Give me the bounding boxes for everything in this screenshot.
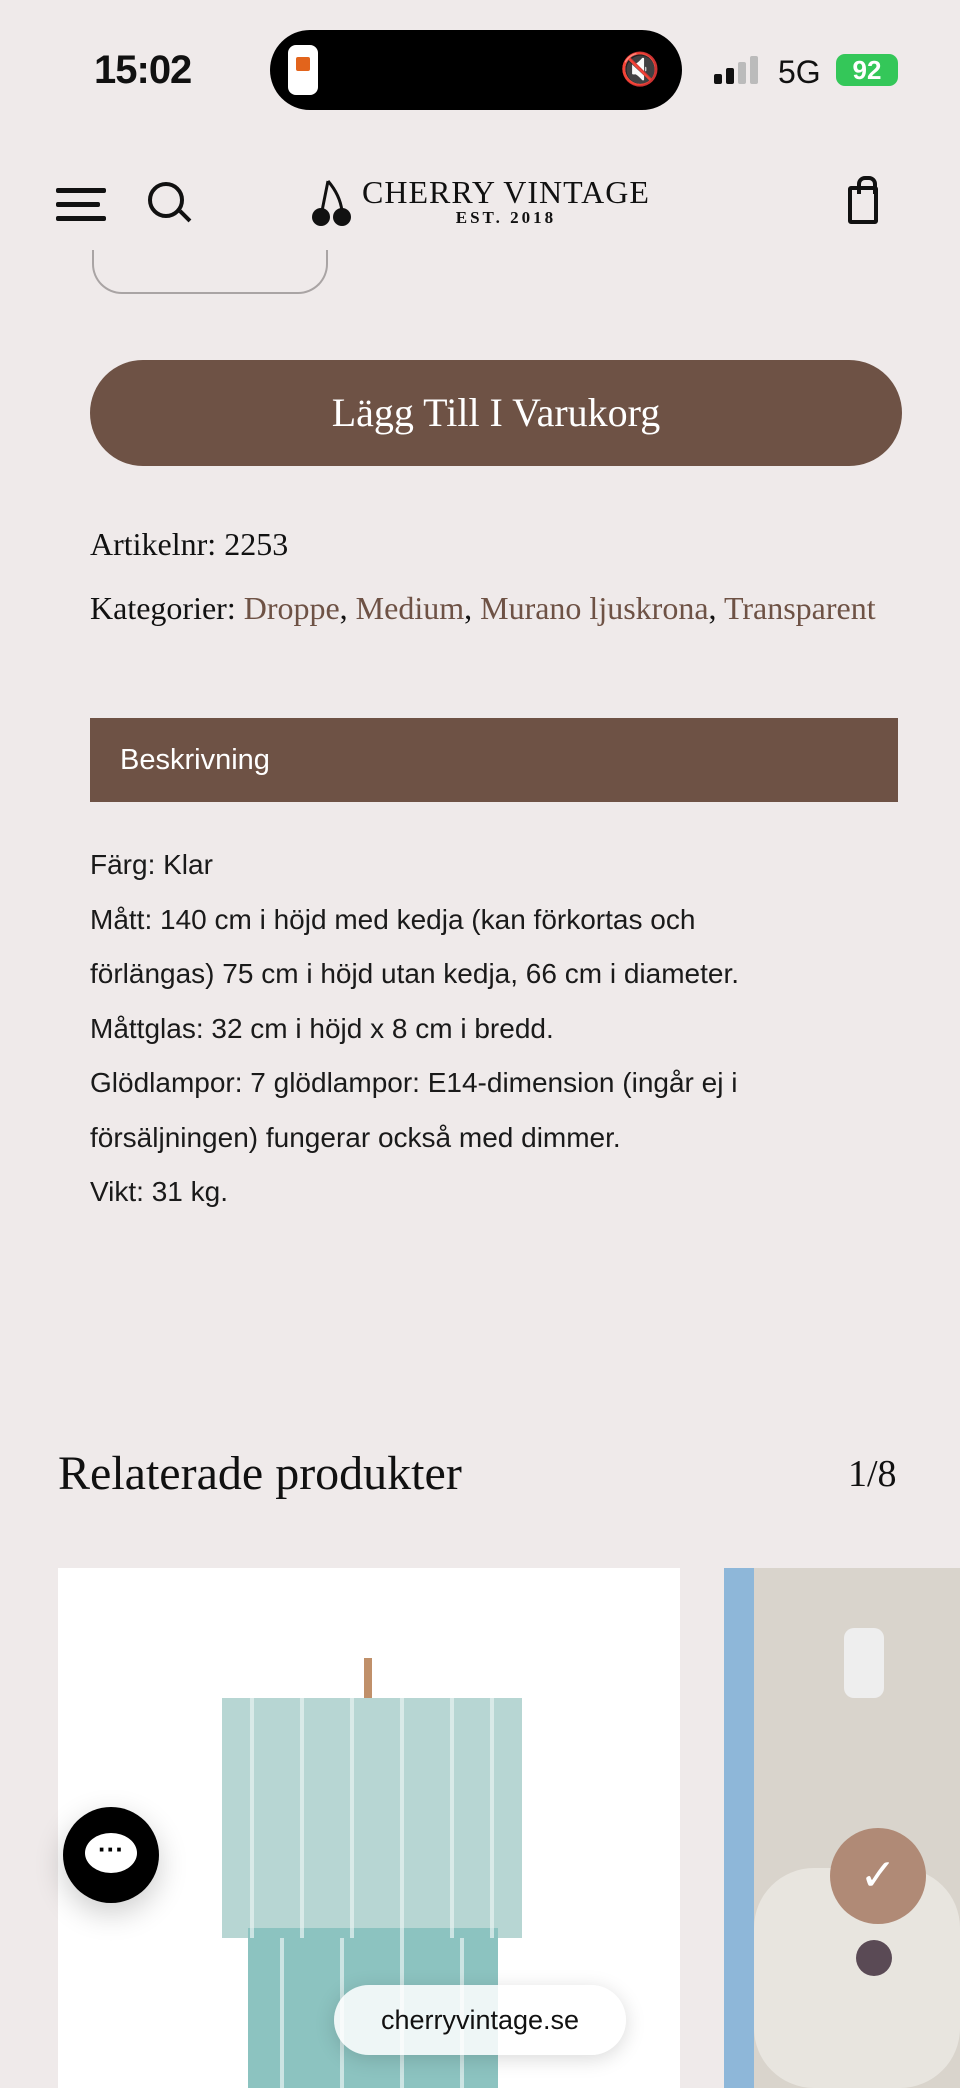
shopping-app-icon <box>288 45 318 95</box>
status-time: 15:02 <box>94 48 192 92</box>
category-link[interactable]: Droppe <box>243 590 340 626</box>
cookie-consent-button[interactable]: ✓ <box>830 1828 926 1924</box>
sku <box>90 526 288 563</box>
related-product-card[interactable] <box>724 1568 960 2088</box>
description-line: Vikt: 31 kg. <box>90 1176 229 1207</box>
menu-icon[interactable] <box>56 188 106 230</box>
description-line: försäljningen) fungerar också med dimmer. <box>90 1121 621 1153</box>
category-link[interactable]: Medium <box>355 590 465 626</box>
add-to-cart-button[interactable]: Lägg Till I Varukorg <box>90 360 902 466</box>
categories-label: Kategorier: <box>90 590 236 626</box>
carousel-pagination: 1/8 <box>848 1453 897 1495</box>
related-products-title: Relaterade produkter <box>58 1447 462 1500</box>
cart-icon[interactable] <box>848 186 878 224</box>
signal-icon <box>714 56 758 84</box>
mute-bluetooth-icon: 🔇 <box>620 51 660 87</box>
network-type: 5G <box>778 54 821 90</box>
cherry-icon <box>310 177 354 227</box>
chat-button[interactable] <box>63 1807 159 1903</box>
tab-description[interactable]: Beskrivning <box>90 718 898 802</box>
search-icon[interactable] <box>148 182 184 218</box>
brand-name: CHERRY VINTAGE <box>362 174 650 210</box>
categories: Kategorier: Droppe, Medium, Murano ljuskrona, Transparent <box>90 590 876 626</box>
description-line: Färg: Klar <box>90 849 213 880</box>
quantity-selector[interactable] <box>92 250 328 294</box>
sku-label: Artikelnr: <box>90 526 217 562</box>
description-line: Glödlampor: 7 glödlampor: E14-dimension (ingår ej i <box>90 1067 738 1098</box>
category-link[interactable]: Murano ljuskrona <box>480 590 709 626</box>
product-description <box>90 838 739 1220</box>
description-line: Mått: 140 cm i höjd med kedja (kan förkortas och <box>90 903 696 935</box>
dynamic-island <box>270 30 682 110</box>
address-bar[interactable]: cherryvintage.se <box>334 1985 626 2055</box>
chat-bubble-icon: ··· <box>85 1833 137 1873</box>
room-image <box>724 1568 960 2088</box>
sku-value: 2253 <box>224 526 289 562</box>
site-logo[interactable] <box>310 176 650 228</box>
battery-indicator: 92 <box>836 54 898 86</box>
description-line: Måttglas: 32 cm i höjd x 8 cm i bredd. <box>90 1012 554 1044</box>
brand-established: EST. 2018 <box>455 208 557 227</box>
description-line: förlängas) 75 cm i höjd utan kedja, 66 cm i diameter. <box>90 958 740 989</box>
category-link[interactable]: Transparent <box>723 590 876 626</box>
